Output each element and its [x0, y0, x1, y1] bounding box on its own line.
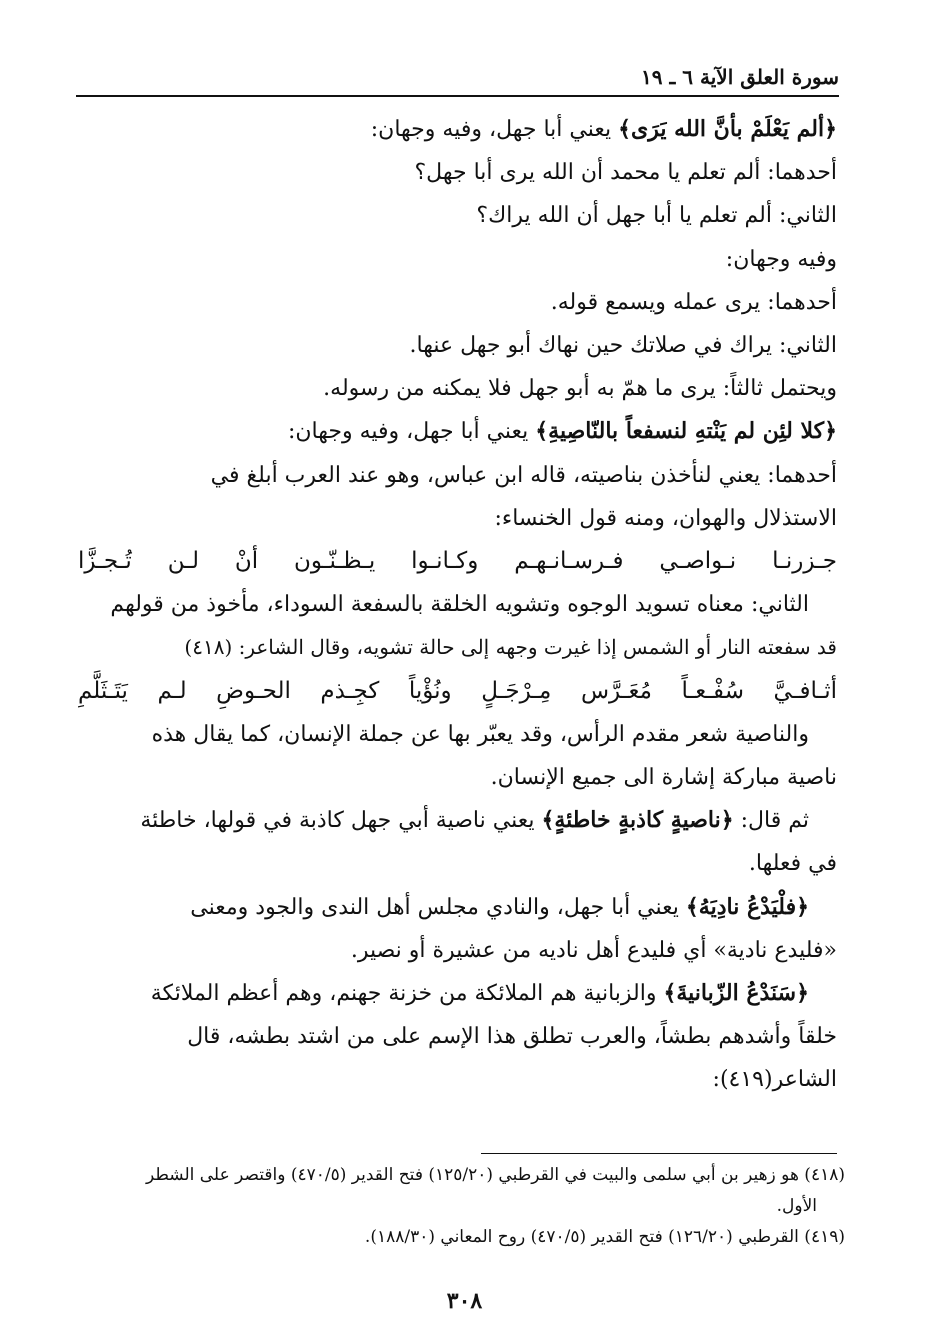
text-line: ﴿كلا لئِن لم يَنْتهِ لنسفعاً بالنّاصِيةِ﴾ يعني أبا جهل، وفيه وجهان:: [287, 418, 837, 445]
text-line: أحدهما: يرى عمله ويسمع قوله.: [550, 289, 837, 315]
text-line: الثاني: ألم تعلم يا أبا جهل أن الله يراك؟: [476, 203, 837, 229]
footnotes: [82, 1160, 845, 1253]
text-line: وفيه وجهان:: [725, 246, 837, 272]
text-line: ويحتمل ثالثاً: يرى ما همّ به أبو جهل فلا يمكنه من رسوله.: [323, 376, 837, 402]
running-header: سورة العلق الآية ٦ ـ ١٩: [641, 65, 839, 89]
text-line: ﴿سَنَدْعُ الزّبانيةَ﴾ والزبانية هم الملائكة من خزنة جهنم، وهم أعظم الملائكة: [150, 980, 809, 1007]
poetry-verse: جـزرنـا نـواصـي فـرسـانـهـم وكـانـوا يـظـنّـون أنْ لـن تُـجـزَّا: [78, 548, 837, 575]
text-line: قد سفعته النار أو الشمس إذا غيرت وجهه إلى حالة تشويه، وقال الشاعر: (٤١٨): [184, 635, 837, 660]
text-line: الشاعر(٤١٩):: [712, 1067, 837, 1093]
text-line: ثم قال: ﴿ناصيةٍ كاذبةٍ خاطئةٍ﴾ يعني ناصية أبي جهل كاذبة في قولها، خاطئة: [140, 807, 809, 834]
footnote-419: (٤١٩) القرطبي (١٢٦/٢٠) فتح القدير (٤٧٠/٥) روح المعاني (١٨٨/٣٠).: [364, 1227, 845, 1247]
footnote-418-continued: الأول.: [776, 1196, 817, 1216]
quran-quote: ﴿ناصيةٍ كاذبةٍ خاطئةٍ﴾: [541, 807, 734, 834]
text-line: الثاني: يراك في صلاتك حين نهاك أبو جهل عنها.: [409, 333, 837, 359]
footnote-418: (٤١٨) هو زهير بن أبي سلمى والبيت في القرطبي (١٢٥/٢٠) فتح القدير (٤٧٠/٥) واقتصر على الشطر: [145, 1165, 845, 1185]
text-line: أحدهما: ألم تعلم يا محمد أن الله يرى أبا جهل؟: [414, 160, 837, 186]
body-text: [78, 108, 837, 1102]
text-line: ناصية مباركة إشارة الى جميع الإنسان.: [490, 765, 837, 791]
text-line: والناصية شعر مقدم الرأس، وقد يعبّر بها عن جملة الإنسان، كما يقال هذه: [151, 721, 809, 747]
text-line: الاستذلال والهوان، ومنه قول الخنساء:: [494, 505, 837, 531]
text-line: خلقاً وأشدهم بطشاً، والعرب تطلق هذا الإسم على من اشتد بطشه، قال: [187, 1024, 837, 1050]
footnote-rule: [481, 1153, 837, 1154]
header-rule: [76, 95, 839, 97]
text-line: ﴿ألم يَعْلَمْ بأنَّ الله يَرَى﴾ يعني أبا جهل، وفيه وجهان:: [370, 116, 837, 142]
quran-quote: ﴿ألم يَعْلَمْ بأنَّ الله يَرَى﴾: [618, 116, 837, 142]
page-number: ٣٠٨: [446, 1288, 483, 1314]
text-line: في فعلها.: [748, 851, 837, 877]
text-line: ﴿فلْيَدْعُ نادِيَهُ﴾ يعني أبا جهل، والنادي مجلس أهل الندى والجود ومعنى: [190, 893, 809, 920]
text-line: أحدهما: يعني لنأخذن بناصيته، قاله ابن عباس، وهو عند العرب أبلغ في: [210, 462, 837, 488]
text-line: الثاني: معناه تسويد الوجوه وتشويه الخلقة بالسفعة السوداء، مأخوذ من قولهم: [110, 592, 809, 618]
quran-quote: ﴿سَنَدْعُ الزّبانيةَ﴾: [663, 980, 809, 1007]
quran-quote: ﴿كلا لئِن لم يَنْتهِ لنسفعاً بالنّاصِيةِ﴾: [535, 418, 837, 445]
text-line: «فليدع نادية» أي فليدع أهل ناديه من عشيرة أو نصير.: [350, 937, 837, 963]
poetry-verse: أثـافـيَّ سُفْـعـاً مُعَـرَّس مِـرْجَـلٍ ونُؤْياً كجِـذم الحـوضِ لـم يَتَـثَلَّمِ: [78, 677, 837, 704]
quran-quote: ﴿فلْيَدْعُ نادِيَهُ﴾: [685, 893, 809, 920]
